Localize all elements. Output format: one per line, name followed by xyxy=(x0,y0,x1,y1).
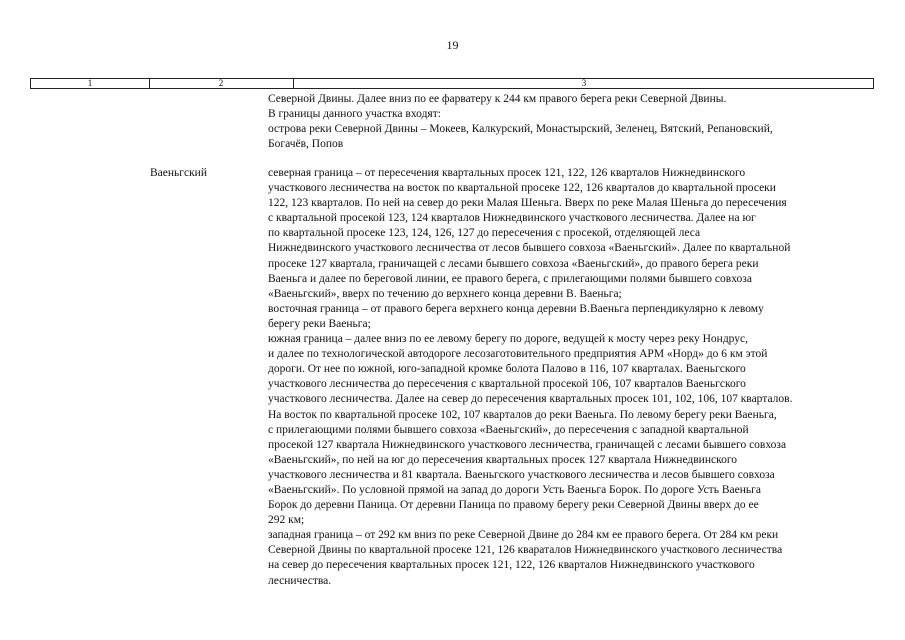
text-line: На восток по квартальной просеке 102, 107 кварталов до реки Ваеньга. По левому берегу реки Ваеньга, xyxy=(268,408,777,421)
section-name-vaenga: Ваеньгский xyxy=(150,167,207,179)
continued-boundary-text xyxy=(268,92,773,152)
text-line: Северной Двины по квартальной просеке 121, 126 квараталов Нижнедвинского участкового лесничества xyxy=(268,544,783,557)
vaenga-boundary-text xyxy=(268,166,792,589)
text-line: «Ваеньгский», вверх по течению до верхнего конца деревни В. Ваеньга; xyxy=(268,287,622,300)
text-line: западная граница – от 292 км вниз по реке Северной Двине до 284 км ее правого берега. От 284 км реки xyxy=(268,529,779,542)
text-line: Нижнедвинского участкового лесничества от лесов бывшего совхоза «Ваеньгский». Далее по квартальной xyxy=(268,242,791,255)
text-line: с прилегающими полями бывшего совхоза «Ваеньгский», до пересечения с западной квартальной xyxy=(268,423,749,436)
text-line: восточная граница – от правого берега верхнего конца деревни В.Ваеньга перпендикулярно к левому xyxy=(268,302,764,315)
text-line: участкового лесничества. Далее на север до пересечения квартальных просек 101, 102, 106, 107 кварталов. xyxy=(268,393,793,406)
text-line: Борок до деревни Паница. От деревни Паница по правому берегу реки Северной Двины вверх до ее xyxy=(268,499,759,512)
text-line: на север до пересечения квартальных просек 121, 122, 126 кварталов Нижнедвинского участкового xyxy=(268,559,755,572)
text-line: и далее по технологической автодороге лесозаготовительного предприятия АРМ «Норд» до 6 км этой xyxy=(268,348,768,361)
text-line: дороги. От нее по южной, юго-западной кромке болота Палово в 116, 107 кварталах. Ваеньгского xyxy=(268,363,746,376)
text-line: берегу реки Ваеньга; xyxy=(268,317,371,330)
text-line: участкового лесничества на восток по квартальной просеке 122, 126 кварталов до квартальной просеки xyxy=(268,182,776,195)
text-line: просеке 127 квартала, граничащей с лесами бывшего совхоза «Ваеньгский», до правого берега реки xyxy=(268,257,759,270)
text-line: просекой 127 квартала Нижнедвинского участкового лесничества, граничащей с лесами бывшего совхоза xyxy=(268,438,787,451)
text-line: Богачёв, Попов xyxy=(268,138,344,151)
page-number: 19 xyxy=(446,38,459,52)
text-line: южная граница – далее вниз по ее левому берегу по дороге, ведущей к мосту через реку Нондрус, xyxy=(268,333,749,346)
text-line: с квартальной просекой 123, 124 кварталов Нижнедвинского участкового лесничества. Далее на юг xyxy=(268,212,756,225)
text-line: «Ваеньгский», по ней на юг до пересечения квартальных просек 127 квартала Нижнедвинского xyxy=(268,453,738,466)
text-line: участкового лесничества и 81 квартала. Ваеньгского участкового лесничества и лесов бывшего совхоза xyxy=(268,468,775,481)
text-line: В границы данного участка входят: xyxy=(268,108,441,121)
column-number-3: 3 xyxy=(581,78,587,88)
text-line: по квартальной просеке 123, 124, 126, 127 до пересечения с просекой, отделяющей леса xyxy=(268,227,701,240)
text-line: «Ваеньгский». По условной прямой на запад до дороги Усть Ваеньга Борок. По дороге Усть Ваеньга xyxy=(268,483,761,496)
column-number-2: 2 xyxy=(218,78,224,88)
text-line: Северной Двины. Далее вниз по ее фарватеру к 244 км правого берега реки Северной Двины. xyxy=(268,93,727,105)
column-number-1: 1 xyxy=(87,78,93,88)
table-header-row xyxy=(30,78,874,89)
text-line: Ваеньга и далее по береговой линии, ее правого берега, с прилегающими полями бывшего совхоза xyxy=(268,272,752,285)
text-line: острова реки Северной Двины – Мокеев, Калкурский, Монастырский, Зеленец, Вятский, Репановский, xyxy=(268,123,773,136)
text-line: 292 км; xyxy=(268,514,305,527)
text-line: участкового лесничества до пересечения с квартальной просекой 106, 107 кварталов Ваеньгского xyxy=(268,378,746,391)
text-line: лесничества. xyxy=(268,574,332,587)
text-line: северная граница – от пересечения квартальных просек 121, 122, 126 кварталов Нижнедвинского xyxy=(268,167,746,179)
text-line: 122, 123 кварталов. По ней на север до реки Малая Шеньга. Вверх по реке Малая Шеньга до пересечения xyxy=(268,197,787,210)
